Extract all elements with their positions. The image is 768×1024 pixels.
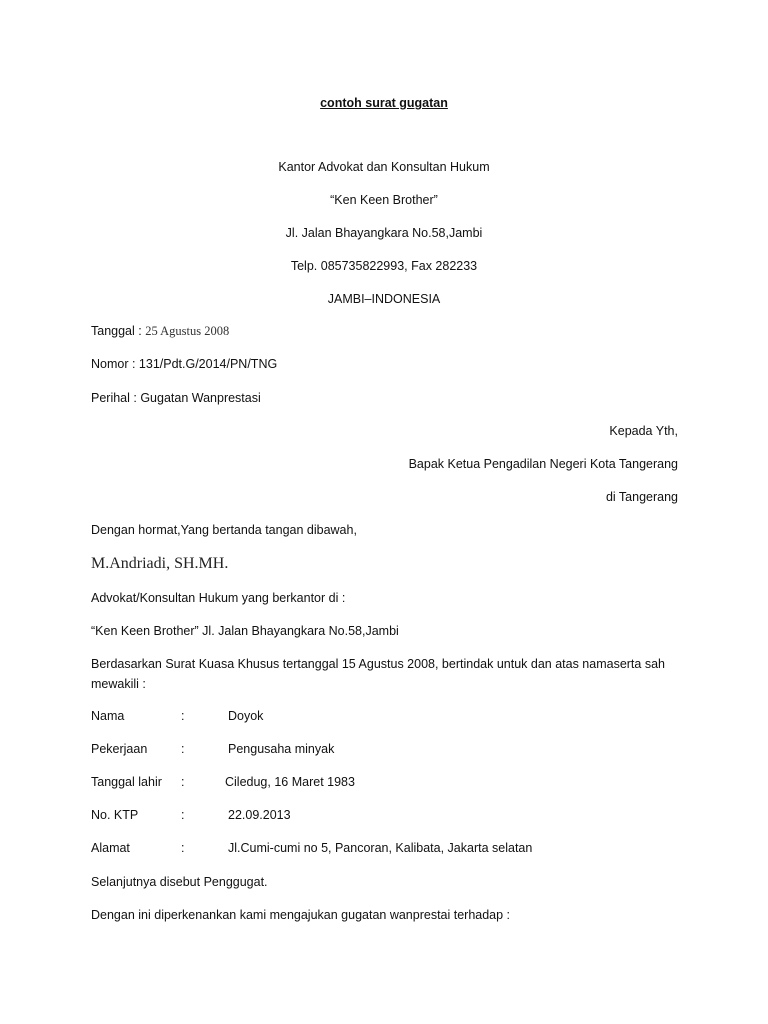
firm-address-line: “Ken Keen Brother” Jl. Jalan Bhayangkara No.58,Jambi [91,624,399,638]
letter-number: Nomor : 131/Pdt.G/2014/PN/TNG [91,357,278,371]
field-colon: : [181,841,185,855]
office-phone: Telp. 085735822993, Fax 282233 [290,259,478,273]
field-label: Alamat [91,841,130,855]
field-label: No. KTP [91,808,139,822]
plaintiff-row [91,840,691,856]
plaintiff-row [91,807,691,823]
document-title: contoh surat gugatan [320,96,448,110]
signer-role: Advokat/Konsultan Hukum yang berkantor di : [91,591,346,605]
field-value: 22.09.2013 [228,808,291,822]
firm-name: “Ken Keen Brother” [330,193,438,207]
field-label: Tanggal lahir [91,775,162,789]
plaintiff-row [91,774,691,790]
field-colon: : [181,775,185,789]
plaintiff-row [91,741,691,757]
field-value: Ciledug, 16 Maret 1983 [225,775,355,789]
office-name: Kantor Advokat dan Konsultan Hukum [278,160,490,174]
signer-name: M.Andriadi, SH.MH. [91,555,229,572]
greeting: Dengan hormat,Yang bertanda tangan dibawah, [91,523,357,537]
closing-line: Dengan ini diperkenankan kami mengajukan gugatan wanprestai terhadap : [91,908,511,922]
plaintiff-row [91,708,691,724]
mandate-paragraph: Berdasarkan Surat Kuasa Khusus tertanggal 15 Agustus 2008, bertindak untuk dan atas namaserta sah mewakili : [91,657,665,691]
letter-subject: Perihal : Gugatan Wanprestasi [91,391,261,405]
field-colon: : [181,709,185,723]
plaintiff-designation: Selanjutnya disebut Penggugat. [91,875,268,889]
field-value: Doyok [228,709,264,723]
field-label: Nama [91,709,125,723]
recipient-place: di Tangerang [605,490,678,504]
date-line [91,323,229,339]
field-value: Pengusaha minyak [228,742,335,756]
recipient-name: Bapak Ketua Pengadilan Negeri Kota Tangerang [408,457,678,471]
field-value: Jl.Cumi-cumi no 5, Pancoran, Kalibata, Jakarta selatan [228,841,533,855]
date-value: 25 Agustus 2008 [145,324,230,338]
field-colon: : [181,808,185,822]
field-colon: : [181,742,185,756]
recipient-to: Kepada Yth, [609,424,678,438]
office-city: JAMBI–INDONESIA [327,292,441,306]
field-label: Pekerjaan [91,742,148,756]
date-label: Tanggal : [91,324,142,338]
office-address: Jl. Jalan Bhayangkara No.58,Jambi [285,226,483,240]
